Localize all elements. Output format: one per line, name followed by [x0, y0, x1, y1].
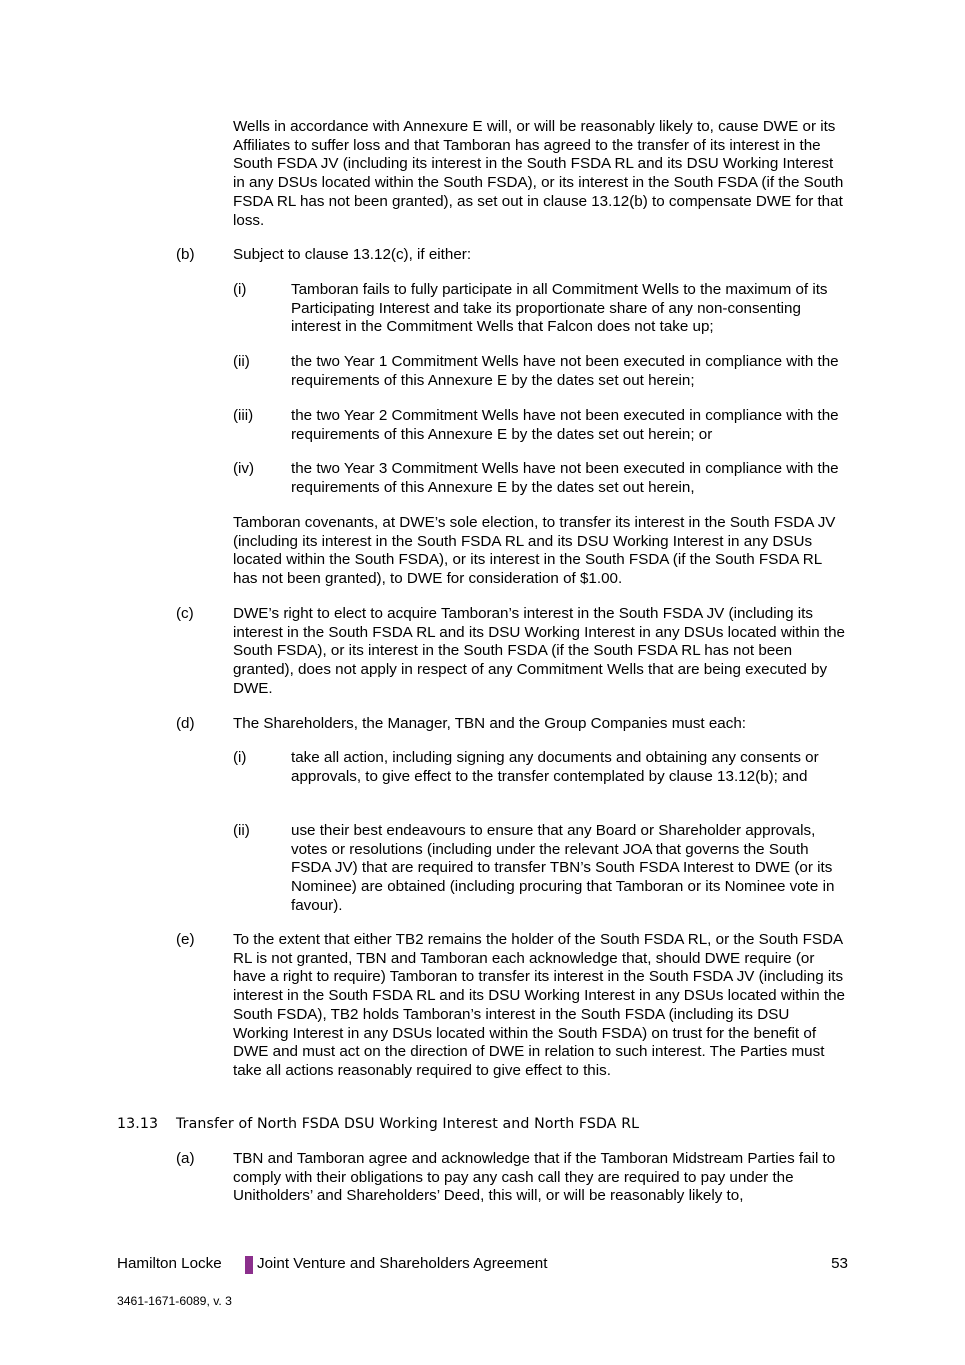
clause-b-i-label: (i): [233, 281, 247, 298]
clause-b-iii-text: the two Year 2 Commitment Wells have not been executed in compliance with the requirements of this Annexure E by the dates set out herein; or: [291, 407, 839, 443]
clause-d-ii-label: (ii): [233, 822, 250, 839]
section-number: 13.13: [117, 1116, 159, 1132]
clause-a-label: (a): [176, 1150, 195, 1167]
clause-b-text: Subject to clause 13.12(c), if either:: [233, 246, 472, 263]
clause-b-ii-label: (ii): [233, 353, 250, 370]
clause-e-label: (e): [176, 931, 195, 948]
clause-d-label: (d): [176, 715, 195, 732]
document-id: 3461-1671-6089, v. 3: [117, 1294, 232, 1308]
clause-b-ii-text: the two Year 1 Commitment Wells have not been executed in compliance with the requirements of this Annexure E by the dates set out herein;: [291, 353, 839, 389]
clause-b-iii-label: (iii): [233, 407, 254, 424]
footer-accent-bar: [245, 1256, 253, 1274]
clause-c-text: DWE’s right to elect to acquire Tamboran’s interest in the South FSDA JV (including its interest in the South FSDA RL and its DSU Working Interest in any DSUs located within the South FSDA), or its interest in the South FSDA (if the South FSDA RL has not been granted), does not apply in respect of any Commitment Wells that are being executed by DWE.: [233, 605, 846, 697]
clause-d-i-label: (i): [233, 749, 247, 766]
page-footer: [117, 1255, 848, 1275]
footer-firm-name: Hamilton Locke: [117, 1255, 222, 1272]
clause-b-i-text: Tamboran fails to fully participate in all Commitment Wells to the maximum of its Participating Interest and take its proportionate share of any non-consenting interest in the Commitment Wells that Falcon does not take up;: [291, 281, 828, 336]
clause-a-text: TBN and Tamboran agree and acknowledge that if the Tamboran Midstream Parties fail to comply with their obligations to pay any cash call they are required to pay under the Unitholders’ and Shareholders’ Deed, this will, or will be reasonably likely to,: [233, 1150, 836, 1205]
intro-paragraph: Wells in accordance with Annexure E will, or will be reasonably likely to, cause DWE or its Affiliates to suffer loss and that Tamboran has agreed to the transfer of its interest in the South FSDA JV (including its interest in the South FSDA RL and its DSU Working Interest in any DSUs located within the South FSDA), or its interest in the South FSDA (if the South FSDA RL has not been granted), as set out in clause 13.12(b) to compensate DWE for that loss.: [233, 118, 844, 229]
footer-document-title: Joint Venture and Shareholders Agreement: [257, 1255, 548, 1272]
page-number: 53: [831, 1255, 848, 1272]
clause-b-label: (b): [176, 246, 195, 263]
clause-d-i-text: take all action, including signing any documents and obtaining any consents or approvals, to give effect to the transfer contemplated by clause 13.12(b); and: [291, 749, 819, 785]
clause-d-text: The Shareholders, the Manager, TBN and the Group Companies must each:: [233, 715, 747, 732]
clause-c-label: (c): [176, 605, 194, 622]
clause-b-iv-text: the two Year 3 Commitment Wells have not been executed in compliance with the requirements of this Annexure E by the dates set out herein,: [291, 460, 839, 496]
section-heading: Transfer of North FSDA DSU Working Interest and North FSDA RL: [176, 1116, 640, 1132]
clause-b-closing: Tamboran covenants, at DWE’s sole election, to transfer its interest in the South FSDA JV (including its interest in the South FSDA RL and its DSU Working Interest in any DSUs located within the South FSDA), or its interest in the South FSDA (if the South FSDA RL has not been granted), to DWE for consideration of $1.00.: [233, 514, 836, 588]
clause-d-ii-text: use their best endeavours to ensure that any Board or Shareholder approvals, votes or resolutions (including under the relevant JOA that governs the South FSDA JV) that are required to transfer TBN’s South FSDA Interest to DWE (or its Nominee) are obtained (including procuring that Tamboran or its Nominee vote in favour).: [291, 822, 835, 914]
clause-b-iv-label: (iv): [233, 460, 255, 477]
clause-e-text: To the extent that either TB2 remains the holder of the South FSDA RL, or the South FSDA RL is not granted, TBN and Tamboran each acknowledge that, should DWE require (or have a right to require) Tamboran to transfer its interest in the South FSDA JV (including its interest in the South FSDA RL and its DSU Working Interest in any DSUs located within the South FSDA), TB2 holds Tamboran’s interest in the South FSDA (including its DSU Working Interest in any DSUs located within the South FSDA) on trust for the benefit of DWE and must act on the direction of DWE in relation to such interest. The Parties must take all actions reasonably required to give effect to this.: [233, 931, 846, 1079]
